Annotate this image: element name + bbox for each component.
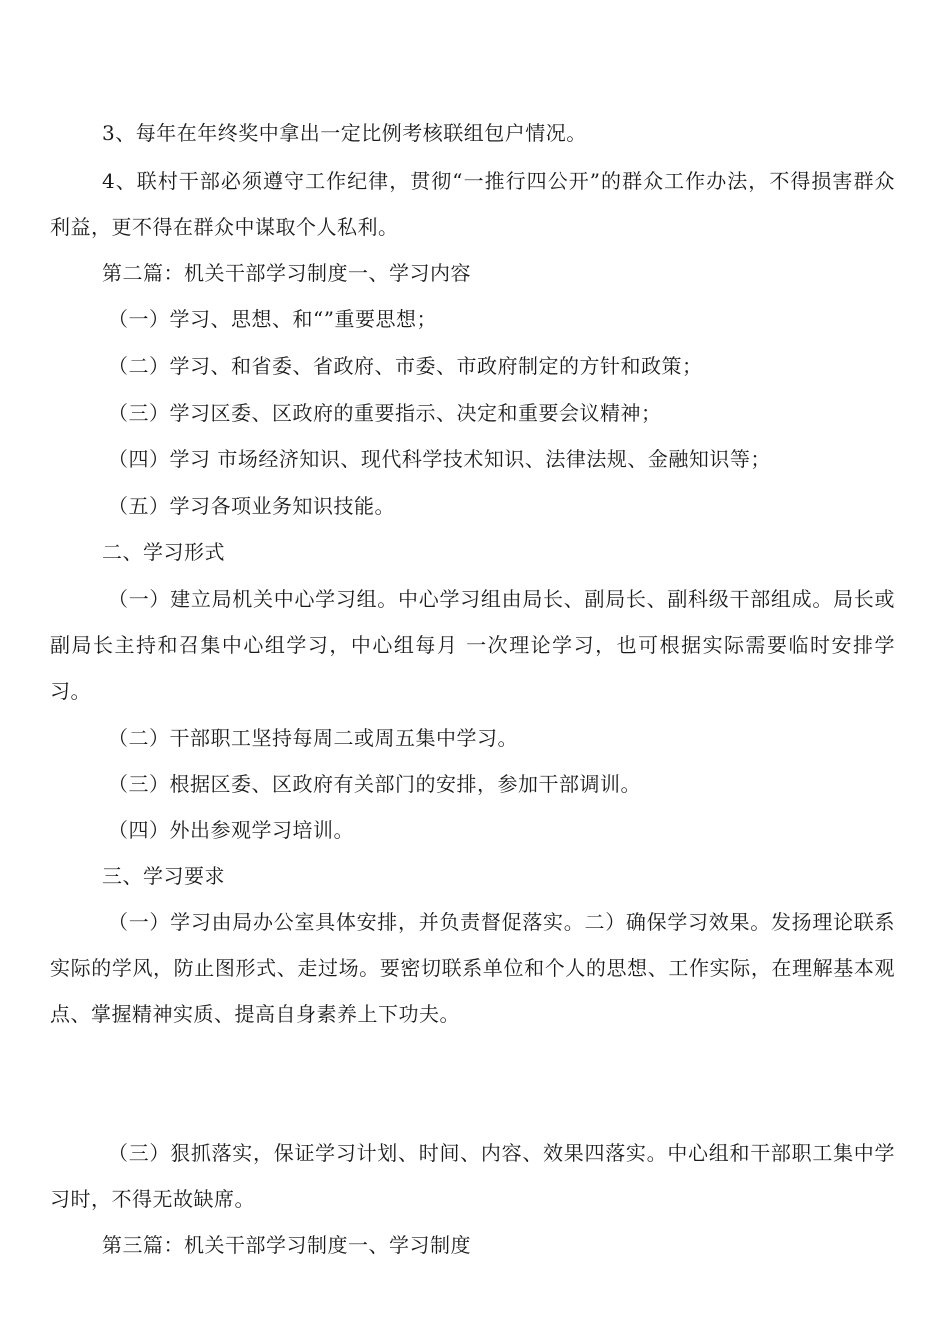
- paragraph-year-end-bonus: 3、每年在年终奖中拿出一定比例考核联组包户情况。: [102, 121, 587, 145]
- list-item-content-2: （二）学习、和省委、省政府、市委、市政府制定的方针和政策；: [108, 354, 703, 378]
- list-item-content-4: （四）学习 市场经济知识、现代科学技术知识、法律法规、金融知识等；: [108, 447, 771, 471]
- list-item-content-3: （三）学习区委、区政府的重要指示、决定和重要会议精神；: [108, 401, 662, 425]
- list-item-form-4: （四）外出参观学习培训。: [108, 818, 354, 842]
- list-item-requirement-1-2: （一）学习由局办公室具体安排，并负责督促落实。二）确保学习效果。发扬理论联系实际的学风，防止图形式、走过场。要密切联系单位和个人的思想、工作实际，在理解基本观点、掌握精神实质、提高自身素养上下功夫。: [50, 910, 895, 1026]
- section-heading-study-requirements: 三、学习要求: [102, 864, 225, 888]
- list-item-content-1: （一）学习、思想、和“”重要思想；: [108, 307, 437, 331]
- list-item-form-2: （二）干部职工坚持每周二或周五集中学习。: [108, 726, 518, 750]
- list-item-form-1: （一）建立局机关中心学习组。中心学习组由局长、副局长、副科级干部组成。局长或副局长主持和召集中心组学习，中心组每月 一次理论学习，也可根据实际需要临时安排学习。: [50, 587, 895, 703]
- list-item-content-5: （五）学习各项业务知识技能。: [108, 494, 395, 518]
- list-item-form-3: （三）根据区委、区政府有关部门的安排，参加干部调训。: [108, 772, 641, 796]
- heading-part-two: 第二篇：机关干部学习制度一、学习内容: [102, 261, 471, 285]
- heading-part-three: 第三篇：机关干部学习制度一、学习制度: [102, 1233, 471, 1257]
- section-heading-study-form: 二、学习形式: [102, 540, 225, 564]
- list-item-requirement-3: （三）狠抓落实，保证学习计划、时间、内容、效果四落实。中心组和干部职工集中学习时，不得无故缺席。: [50, 1141, 895, 1211]
- paragraph-work-discipline: 4、联村干部必须遵守工作纪律，贯彻“一推行四公开”的群众工作办法，不得损害群众利益，更不得在群众中谋取个人私利。: [50, 169, 895, 239]
